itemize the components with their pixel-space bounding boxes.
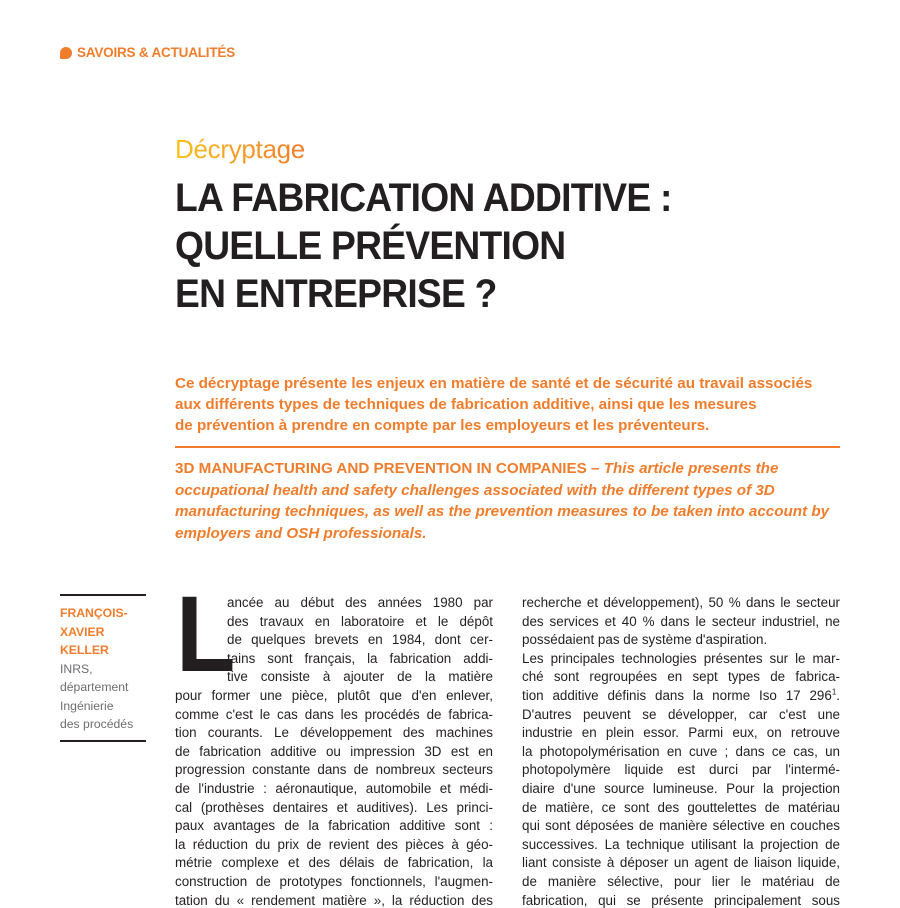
author-affiliation	[60, 660, 146, 734]
body-line: liant consiste à déposer un agent de liaison liquide,	[522, 855, 840, 871]
body-line: ché sont regroupées en sept types de fabrica-	[522, 669, 840, 685]
body-line-with-footnote	[522, 687, 840, 706]
body-line: tive consiste à ajouter de la matière	[227, 669, 493, 685]
body-column-1	[175, 573, 493, 908]
affiliation-line: des procédés	[60, 717, 134, 731]
body-line: pour former une pièce, plutôt que d'en enlever,	[175, 687, 493, 703]
body-line: fabrication, qui se présente principalement sous	[522, 892, 840, 908]
abstract-english	[175, 458, 845, 544]
affiliation-line: département	[60, 680, 129, 694]
body-column-2	[522, 594, 840, 908]
body-line: progression constante dans de nombreux secteurs	[175, 762, 493, 778]
abstract-line: aux différents types de techniques de fabrication additive, ainsi que les mesures	[175, 396, 757, 413]
body-line: recherche et développement), 50 % dans le secteur	[522, 595, 840, 610]
body-line: de manière sélective, pour lier le matériau de	[522, 873, 840, 889]
affiliation-line: INRS,	[60, 661, 93, 676]
abstract-french	[175, 373, 845, 436]
abstract-divider	[175, 446, 840, 448]
title-line: QUELLE PRÉVENTION	[175, 224, 566, 268]
body-line: la photopolymérisation en cuve ; dans ce cas, un	[522, 743, 840, 759]
section-tag-label: SAVOIRS & ACTUALITÉS	[77, 45, 236, 60]
abstract-en-line: by employers and OSH professionals.	[175, 503, 830, 542]
body-line: construction de prototypes fonctionnels, l'augmen-	[175, 873, 493, 889]
affiliation-line: Ingénierie	[60, 698, 114, 713]
body-line: successives. La technique utilisant la projection de	[522, 836, 840, 852]
body-line: métrie complexe et des délais de fabrication, la	[175, 855, 493, 871]
abstract-en-heading: 3D MANUFACTURING AND PREVENTION IN COMPANIES	[175, 460, 587, 477]
body-line-text: tion additive définis dans la norme Iso 17 296	[522, 687, 832, 703]
body-line: D'autres peuvent se développer, car c'est une	[522, 706, 840, 722]
author-box	[60, 594, 146, 742]
abstract-line: Ce décryptage présente les enjeux en matière de santé et de sécurité au travail associés	[175, 375, 813, 392]
abstract-en-line: This article presents the	[603, 460, 779, 477]
footnote-marker[interactable]: 1	[831, 687, 837, 697]
body-line: tains sont français, la fabrication addi-	[227, 650, 493, 666]
article-title	[175, 174, 795, 318]
body-line: industrie en plein essor. Parmi eux, on retrouve	[522, 725, 840, 741]
author-name-line: XAVIER	[60, 624, 105, 639]
body-line: de fabrication additive ou impression 3D est en	[175, 743, 493, 759]
article-kicker: Décryptage	[175, 134, 305, 164]
footnote-suffix: .	[836, 687, 840, 703]
abstract-en-line: occupational health and safety challenges associated with the different types of 3D	[175, 481, 775, 499]
body-line: ancée au début des années 1980 par	[227, 595, 493, 610]
body-line: tation du « rendement matière », la réduction des	[175, 892, 493, 908]
body-line: paux avantages de la fabrication additive sont :	[175, 818, 493, 834]
body-line: Les principales technologies présentes sur le mar-	[522, 650, 840, 666]
body-line: photopolymère liquide est durci par l'intermé-	[522, 762, 840, 778]
body-line: des travaux en laboratoire et le dépôt	[227, 613, 493, 629]
body-line: tion courants. Le développement des machines	[175, 725, 493, 741]
author-name-line: KELLER	[60, 643, 109, 657]
body-line: de matière, ce sont des gouttelettes de matériau	[522, 799, 840, 815]
title-line: LA FABRICATION ADDITIVE :	[175, 176, 672, 220]
body-line: de quelques brevets en 1984, dont cer-	[227, 632, 493, 648]
section-tag	[60, 45, 235, 60]
body-line: comme c'est le cas dans les procédés de fabrica-	[175, 706, 493, 722]
body-line: possédaient pas de système d'aspiration.	[522, 632, 768, 648]
body-line: cal (prothèses dentaires et auditives). Les princi-	[175, 799, 493, 815]
author-name	[60, 604, 146, 660]
drop-cap: L	[176, 573, 236, 694]
title-line: EN ENTREPRISE ?	[175, 272, 497, 316]
speech-bubble-dot-icon	[60, 47, 72, 59]
abstract-en-dash: –	[586, 460, 604, 477]
body-line: la réduction du prix de revient des pièces à géo-	[175, 836, 493, 852]
body-line: de l'industrie : aéronautique, automobile et médi-	[175, 780, 493, 796]
body-line: des services et 40 % dans le secteur industriel, ne	[522, 613, 840, 629]
abstract-en-line: manufacturing techniques, as well as the prevention measures to be taken into account	[175, 503, 808, 520]
author-name-line: FRANÇOIS-	[60, 606, 128, 620]
abstract-line: de prévention à prendre en compte par les employeurs et les préventeurs.	[175, 417, 710, 434]
body-line: diaire d'une source lumineuse. Pour la projection	[522, 780, 840, 796]
body-line: qui sont déposées de manière sélective en couches	[522, 818, 840, 834]
